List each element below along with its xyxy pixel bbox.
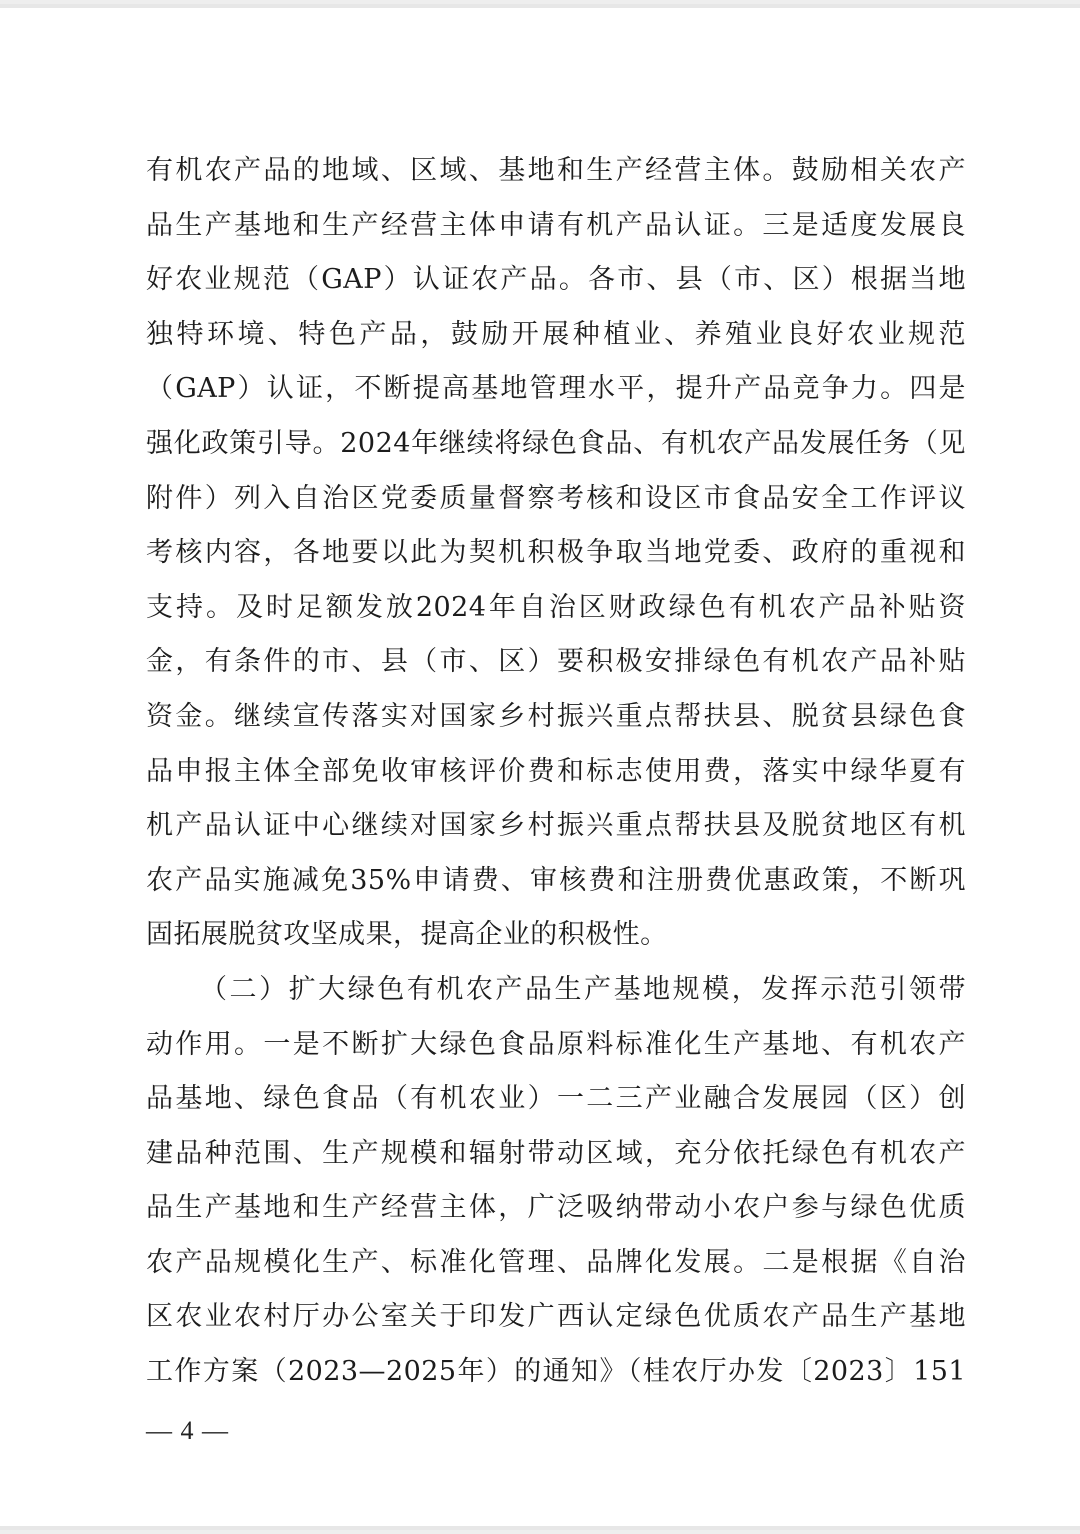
text-line: 建品种范围、生产规模和辐射带动区域，充分依托绿色有机农产 (146, 1137, 966, 1169)
paragraph-end-line: 固拓展脱贫攻坚成果，提高企业的积极性。 (146, 919, 668, 951)
page-bottom-edge (0, 1526, 1080, 1530)
document-body (146, 144, 966, 1400)
text-line: 附件）列入自治区党委质量督察考核和设区市食品安全工作评议 (146, 482, 966, 514)
text-line: 品生产基地和生产经营主体申请有机产品认证。三是适度发展良 (146, 209, 966, 241)
text-line: 农产品实施减免35%申请费、审核费和注册费优惠政策，不断巩 (146, 864, 966, 896)
text-line: 支持。及时足额发放2024年自治区财政绿色有机农产品补贴资 (146, 591, 966, 623)
text-line: 资金。继续宣传落实对国家乡村振兴重点帮扶县、脱贫县绿色食 (146, 700, 966, 732)
text-line: 独特环境、特色产品，鼓励开展种植业、养殖业良好农业规范 (146, 318, 966, 350)
text-line: 强化政策引导。2024年继续将绿色食品、有机农产品发展任务（见 (146, 427, 966, 459)
text-line: 金，有条件的市、县（市、区）要积极安排绿色有机农产品补贴 (146, 646, 966, 678)
section-heading-line: （二）扩大绿色有机农产品生产基地规模，发挥示范引领带 (200, 973, 966, 1005)
page-top-edge (0, 4, 1080, 8)
page-number: — 4 — (146, 1416, 229, 1445)
text-line: 区农业农村厅办公室关于印发广西认定绿色优质农产品生产基地 (146, 1301, 966, 1333)
document-page (0, 4, 1080, 1530)
text-line: 工作方案（2023—2025年）的通知》（桂农厅办发〔2023〕151 (146, 1356, 966, 1388)
text-line: 好农业规范（GAP）认证农产品。各市、县（市、区）根据当地 (146, 264, 966, 296)
text-line: 品基地、绿色食品（有机农业）一二三产业融合发展园（区）创 (146, 1083, 966, 1115)
text-line: 有机农产品的地域、区域、基地和生产经营主体。鼓励相关农产 (146, 155, 966, 186)
text-line: （GAP）认证，不断提高基地管理水平，提升产品竞争力。四是 (146, 373, 966, 405)
text-line: 品生产基地和生产经营主体，广泛吸纳带动小农户参与绿色优质 (146, 1192, 966, 1224)
text-line: 品申报主体全部免收审核评价费和标志使用费，落实中绿华夏有 (146, 755, 966, 787)
text-line: 考核内容，各地要以此为契机积极争取当地党委、政府的重视和 (146, 537, 966, 569)
text-line: 动作用。一是不断扩大绿色食品原料标准化生产基地、有机农产 (146, 1028, 966, 1060)
text-line: 机产品认证中心继续对国家乡村振兴重点帮扶县及脱贫地区有机 (146, 810, 966, 842)
text-line: 农产品规模化生产、标准化管理、品牌化发展。二是根据《自治 (146, 1246, 966, 1278)
